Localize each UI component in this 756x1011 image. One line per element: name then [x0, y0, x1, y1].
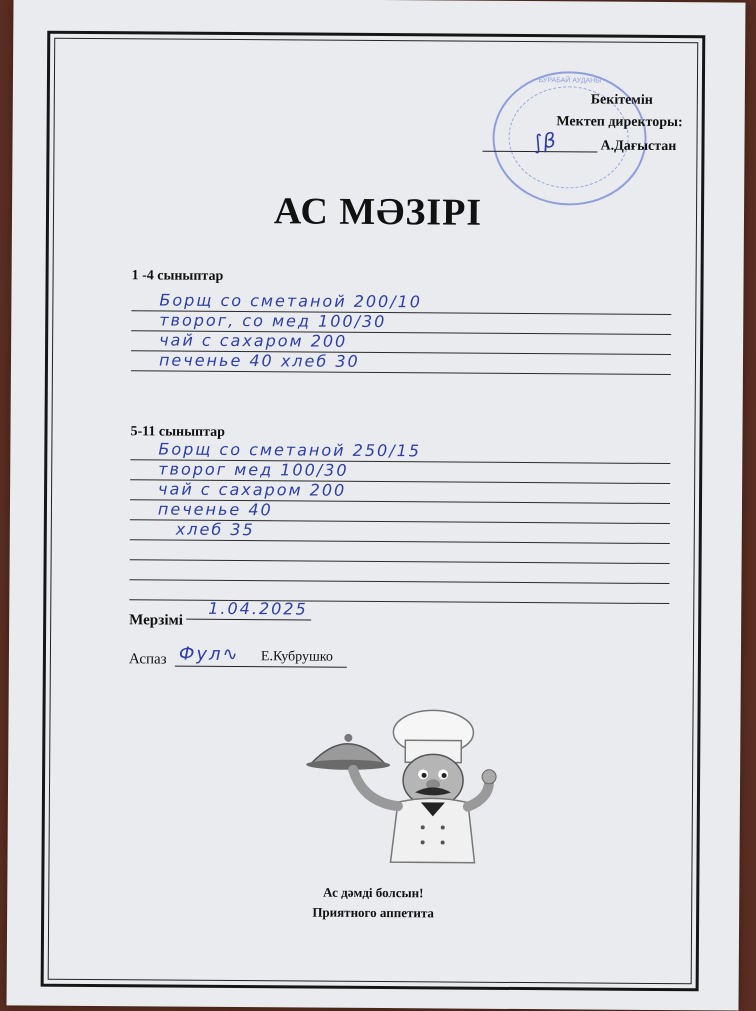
menu-entry: печенье 40 — [157, 499, 273, 520]
menu-list-1-4 — [131, 291, 672, 375]
cook-signature: Фул∿ — [178, 643, 240, 666]
approval-heading: Бекітемін — [590, 92, 653, 108]
menu-entry: творог, со мед 100/30 — [159, 310, 387, 332]
menu-sheet — [6, 0, 745, 1011]
cook-field — [175, 643, 347, 668]
date-value: 1.04.2025 — [208, 598, 308, 619]
menu-entry: хлеб 35 — [175, 519, 255, 540]
director-name: А.Дағыстан — [600, 138, 677, 155]
date-field — [186, 599, 311, 621]
cook-label: Аспаз — [128, 651, 167, 668]
director-signature: ∫β — [531, 127, 558, 155]
cook-name: Е.Кубрушко — [260, 649, 333, 665]
section-label-5-11: 5-11 сыныптар — [130, 424, 225, 440]
menu-entry: Борщ со сметаной 200/10 — [159, 290, 423, 312]
menu-row — [131, 351, 671, 375]
cloche-icon — [306, 734, 390, 771]
approval-block — [513, 89, 683, 134]
section-label-1-4: 1 -4 сыныптар — [131, 268, 224, 284]
date-label: Мерзімі — [129, 612, 183, 629]
menu-list-5-11 — [129, 440, 670, 604]
menu-entry: чай с сахаром 200 — [159, 330, 348, 351]
footer-russian: Приятного аппетита — [312, 904, 434, 921]
approval-position: Мектеп директоры: — [556, 114, 683, 131]
menu-entry: печенье 40 хлеб 30 — [158, 350, 360, 371]
menu-entry: Борщ со сметаной 250/15 — [158, 439, 422, 461]
footer-kazakh: Ас дәмді болсын! — [323, 884, 424, 901]
page-title: АС МӘЗІРІ — [273, 190, 483, 234]
menu-entry: творог мед 100/30 — [158, 459, 349, 480]
chef-illustration — [302, 701, 503, 867]
stamp-text: БУРАБАЙ АУДАНЫ — [538, 77, 602, 85]
menu-entry: чай с сахаром 200 — [158, 479, 347, 500]
